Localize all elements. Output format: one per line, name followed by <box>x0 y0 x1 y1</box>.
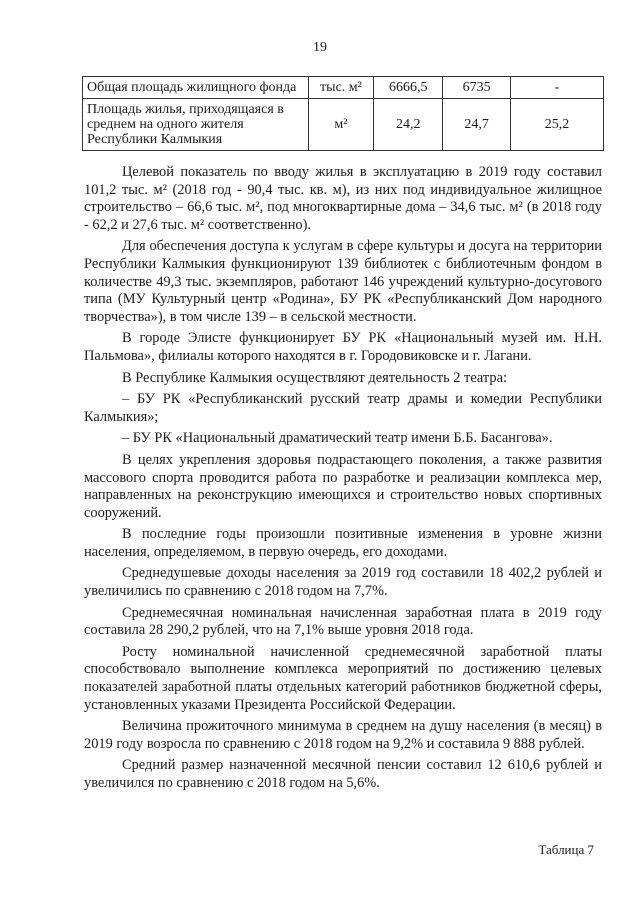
paragraph: В последние годы произошли позитивные изменения в уровне жизни населения, определяемом, в первую очередь, его доходами. <box>84 526 602 560</box>
table-row <box>83 99 604 151</box>
paragraph: Целевой показатель по вводу жилья в эксплуатацию в 2019 году составил 101,2 тыс. м² (2018 год - 90,4 тыс. кв. м), из них под индивидуальное жилищное строительство – 66,6 тыс. м², под многоквартирные дома – 34,6 тыс. м² (в 2018 году - 62,2 и 27,6 тыс. м² соответственно). <box>84 164 602 233</box>
table-cell-value: 24,7 <box>443 99 511 151</box>
table-cell-name: Общая площадь жилищного фонда <box>83 77 309 99</box>
body-text <box>84 164 602 797</box>
table-cell-value: 25,2 <box>511 99 604 151</box>
page-number: 19 <box>313 40 327 55</box>
table-cell-value: 24,2 <box>374 99 443 151</box>
paragraph: Величина прожиточного минимума в среднем на душу населения (в месяц) в 2019 году возросла по сравнению с 2018 годом на 9,2% и составила 9 888 рублей. <box>84 718 602 752</box>
table-row <box>83 77 604 99</box>
paragraph: Среднемесячная номинальная начисленная заработная плата в 2019 году составила 28 290,2 рублей, что на 7,1% выше уровня 2018 года. <box>84 604 602 639</box>
paragraph: Росту номинальной начисленной среднемесячной заработной платы способствовало выполнение комплекса мероприятий по достижению целевых показателей заработной платы отдельных категорий работников бюджетной сферы, установленных указами Президента Российской Федерации. <box>84 643 602 713</box>
paragraph: В целях укрепления здоровья подрастающего поколения, а также развития массового спорта проводится работа по разработке и реализации комплекса мер, направленных на реконструкцию имеющихся и строительство новых спортивных сооружений. <box>84 451 602 521</box>
table-cell-value: 6735 <box>443 77 511 99</box>
table-cell-name: Площадь жилья, приходящаяся в среднем на одного жителя Республики Калмыкия <box>83 99 309 151</box>
table-caption: Таблица 7 <box>538 842 594 857</box>
paragraph: Среднедушевые доходы населения за 2019 год составили 18 402,2 рублей и увеличились по сравнению с 2018 годом на 7,7%. <box>84 565 602 600</box>
paragraph: Для обеспечения доступа к услугам в сфере культуры и досуга на территории Республики Калмыкия функционируют 139 библиотек с библиотечным фондом в количестве 49,3 тыс. экземпляров, работают 146 учреждений культурно-досугового типа (МУ Культурный центр «Родина», БУ РК «Республиканский Дом народного творчества»), в том числе 139 – в сельской местности. <box>84 238 602 325</box>
housing-table <box>82 76 604 151</box>
table-cell-value: 6666,5 <box>374 77 443 99</box>
paragraph: В городе Элисте функционирует БУ РК «Национальный музей им. Н.Н. Пальмова», филиалы которого находятся в г. Городовиковске и г. Лагани. <box>84 330 602 364</box>
paragraph: – БУ РК «Республиканский русский театр драмы и комедии Республики Калмыкия»; <box>84 391 602 425</box>
paragraph: В Республике Калмыкия осуществляют деятельность 2 театра: <box>122 369 507 386</box>
paragraph: Средний размер назначенной месячной пенсии составил 12 610,6 рублей и увеличился по сравнению с 2018 годом на 5,6%. <box>84 757 602 791</box>
paragraph: – БУ РК «Национальный драматический театр имени Б.Б. Басангова». <box>122 430 553 447</box>
table-cell-unit: тыс. м² <box>308 77 374 99</box>
table-cell-value: - <box>511 77 604 99</box>
table-cell-unit: м² <box>308 99 374 151</box>
